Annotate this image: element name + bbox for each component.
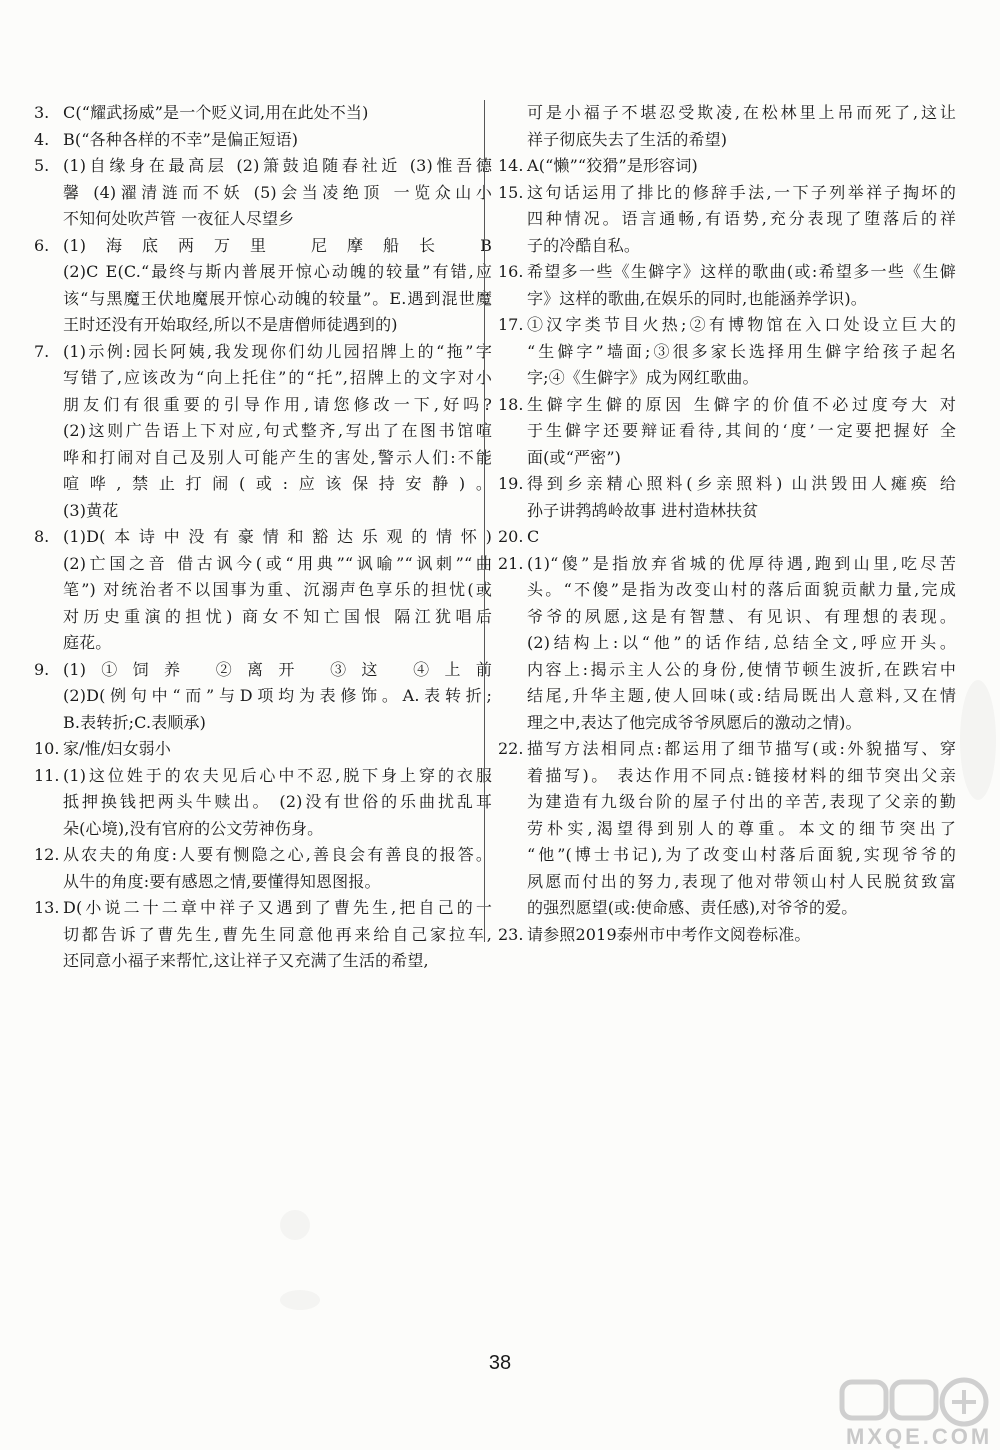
answer-text [527,392,956,472]
answer-line: 笔”) 对统治者不以国事为重、沉溺声色享乐的担忧(或 [63,580,492,599]
answer-item [498,312,956,392]
answer-line: 结尾,升华主题,使人回味(或:结局既出人意料,又在情 [527,686,956,705]
answer-text [527,259,956,312]
answer-text [527,471,956,524]
answer-text [527,312,956,392]
answer-item [498,736,956,922]
answer-text [527,153,956,180]
answer-line: (1)“傻”是指放弃省城的优厚待遇,跑到山里,吃尽苦 [527,553,956,573]
answer-line: 爷爷的夙愿,这是有智慧、有见识、有理想的表现。 [527,606,956,626]
answer-text [527,180,956,260]
answer-line: B.表转折;C.表顺承) [63,712,207,732]
answer-text [63,127,492,154]
answer-line: A(“懒”“狡猾”是形容词) [527,156,698,175]
answer-line: 得到乡亲精心照料(乡亲照料) 山洪毁田人瘫痪 给 [527,474,956,493]
answer-line: 写错了,应该改为“向上托住”的“托”,招牌上的文字对小 [63,368,492,387]
answer-number: 9. [34,659,50,679]
answer-item [498,471,956,524]
answer-item [498,180,956,260]
answer-line: (1)海底两万里 尼摩船长 B [63,235,492,255]
answer-line: C(“耀武扬威”是一个贬义词,用在此处不当) [63,103,369,122]
answer-line: 朵(心境),没有官府的公文劳神伤身。 [63,818,324,838]
answer-text [63,153,492,233]
answer-line: 于生僻字还要辩证看待,其间的‘度’一定要把握好 全 [527,421,956,440]
answer-text [63,233,492,339]
answer-item [498,524,956,551]
answer-number: 4. [34,129,50,149]
answer-text [527,736,956,922]
answer-number: 7. [34,341,50,361]
answer-line: (1)这位姓于的农夫见后心中不忍,脱下身上穿的衣服 [63,765,492,785]
answer-item [498,922,956,949]
answer-item [34,524,492,657]
answer-line: 生僻字生僻的原因 生僻字的价值不必过度夸大 对 [527,394,956,414]
answer-line: 家/惟/妇女弱小 [63,739,171,758]
answer-line: 劳朴实,渴望得到别人的尊重。本文的细节突出了 [527,818,956,838]
answer-item [498,153,956,180]
answer-line: 朋友们有很重要的引导作用,请您修改一下,好吗? [63,394,492,414]
answer-text [527,524,956,551]
answer-line: 内容上:揭示主人公的身份,使情节顿生波折,在跌宕中 [527,659,956,679]
scan-smudge [280,1290,320,1310]
answer-number: 22. [498,739,524,758]
answer-line: (2)亡国之音 借古讽今(或“用典”“讽喻”“讽刺”“曲 [63,553,492,573]
answer-number: 18. [498,394,524,414]
answer-line: (1)①饲养 ②离开 ③这 ④上前 [63,659,492,679]
answer-item [34,842,492,895]
answer-text [63,339,492,525]
answer-line: (2)C E(C.“最终与斯内普展开惊心动魄的较量”有错,应 [63,262,492,281]
answer-line: 对历史重演的担忧) 商女不知亡国恨 隔江犹唱后 [63,606,492,626]
answer-line: ①汉字类节目火热;②有博物馆在入口处设立巨大的 [527,315,956,334]
answer-line: (1)自缘身在最高层 (2)箫鼓追随春社近 (3)惟吾德 [63,156,492,175]
answer-item [34,895,492,975]
answer-text [527,551,956,737]
answer-text [63,524,492,657]
answer-line: D(小说二十二章中祥子又遇到了曹先生,把自己的一 [63,898,492,917]
answer-line: “他”(博士书记),为了改变山村落后面貌,实现爷爷的 [527,845,956,864]
answer-line: 夙愿而付出的努力,表现了他对带领山村人民脱贫致富 [527,871,956,891]
answer-item [34,657,492,737]
answer-number: 10. [34,739,60,758]
answer-item [498,551,956,737]
answer-item [34,100,492,127]
answer-item [34,736,492,763]
answer-text [63,842,492,895]
answer-number: 20. [498,527,524,546]
answer-line: 面(或“严密”) [527,447,622,467]
answer-line: 希望多一些《生僻字》这样的歌曲(或:希望多一些《生僻 [527,262,956,281]
answer-item [34,127,492,154]
answer-line: 描写方法相同点:都运用了细节描写(或:外貌描写、穿 [527,739,956,758]
answer-number: 14. [498,156,524,175]
answer-number: 17. [498,315,524,334]
answer-item [34,233,492,339]
answer-line: 不知何处吹芦管 一夜征人尽望乡 [63,209,295,228]
answer-number: 13. [34,898,60,917]
answer-item [34,339,492,525]
answer-line: 祥子彻底失去了生活的希望) [527,129,728,149]
answer-line: 的强烈愿望(或:使命感、责任感),对爷爷的爱。 [527,898,858,917]
answer-text [63,763,492,843]
scan-smudge [960,680,996,800]
answer-line: 该“与黑魔王伏地魔展开惊心动魄的较量”。E.遇到混世魔 [63,288,492,308]
right-answer-column [498,100,956,948]
answer-text [63,736,492,763]
answer-number: 21. [498,553,524,573]
answer-number: 5. [34,156,50,175]
right-answer-list [498,153,956,948]
answer-item [498,392,956,472]
answer-number: 15. [498,182,524,202]
answer-line: (2)D(例句中“而”与D项均为表修饰。A.表转折; [63,686,492,705]
answer-number: 16. [498,262,524,281]
answer-line: (3)黄花 [63,500,119,520]
page-number: 38 [488,1352,512,1374]
answer-line: 理之中,表达了他完成爷爷夙愿后的激动之情)。 [527,712,862,732]
answer-text [527,922,956,949]
answer-line: 可是小福子不堪忍受欺凌,在松林里上吊而死了,这让 [527,103,956,122]
answer-line: 喧哗,禁止打闹(或:应该保持安静)。 [63,474,492,493]
answer-text [63,895,492,975]
answer-line: 四种情况。语言通畅,有语势,充分表现了堕落后的祥 [527,209,956,228]
answer-number: 8. [34,527,50,546]
answer-line: 从农夫的角度:人要有恻隐之心,善良会有善良的报答。 [63,845,492,864]
answer-line: (2)结构上:以“他”的话作结,总结全文,呼应开头。 [527,633,956,652]
answer-line: 还同意小福子来帮忙,这让祥子又充满了生活的希望, [63,951,429,970]
answer-number: 12. [34,845,60,864]
answer-item [498,259,956,312]
answer-line: 字;④《生僻字》成为网红歌曲。 [527,368,759,387]
watermark-text: MXQE.COM [846,1424,993,1449]
answer-number: 11. [34,765,60,785]
answer-line: B(“各种各样的不幸”是偏正短语) [63,129,299,149]
answer-line: 请参照2019泰州市中考作文阅卷标准。 [527,924,811,944]
scan-smudge [280,1210,310,1240]
answer-item [34,153,492,233]
answer-line: 这句话运用了排比的修辞手法,一下子列举祥子掏坏的 [527,182,956,202]
answer-line: 着描写)。 表达作用不同点:链接材料的细节突出父亲 [527,765,956,785]
answer-line: 馨 (4)濯清涟而不妖 (5)会当凌绝顶 一览众山小 [63,182,492,202]
answer-line: 孙子讲鹁鸪岭故事 进村造林扶贫 [527,500,759,520]
answer-line: 头。“不傻”是指为改变山村的落后面貌贡献力量,完成 [527,580,956,599]
answer-line: (1)示例:园长阿姨,我发现你们幼儿园招牌上的“拖”字 [63,341,492,361]
answer-text [63,100,492,127]
answer-number: 6. [34,235,50,255]
left-answer-column [34,100,492,975]
answer-line: 王时还没有开始取经,所以不是唐僧师徒遇到的) [63,315,398,334]
answer-line: (2)这则广告语上下对应,句式整齐,写出了在图书馆喧 [63,421,492,440]
answer-line: (1)D(本诗中没有豪情和豁达乐观的情怀) [63,527,492,546]
answer-text [63,657,492,737]
answer-line: 字》这样的歌曲,在娱乐的同时,也能涵养学识)。 [527,288,867,308]
answer-number: 23. [498,924,524,944]
column-divider [484,100,485,942]
answer-line: 子的冷酷自私。 [527,235,641,255]
answer-number: 3. [34,103,50,122]
answer-line: C [527,527,540,546]
answer-line: 为建造有九级台阶的屋子付出的辛苦,表现了父亲的勤 [527,792,956,811]
answer-line: 切都告诉了曹先生,曹先生同意他再来给自己家拉车, [63,924,492,944]
continued-answer-13 [498,100,956,153]
answer-line: 从牛的角度:要有感恩之情,要懂得知恩图报。 [63,871,381,891]
answer-line: “生僻字”墙面;③很多家长选择用生僻字给孩子起名 [527,341,956,361]
answer-line: 哗和打闹对自己及别人可能产生的害处,警示人们:不能 [63,447,492,467]
answer-line: 抵押换钱把两头牛赎出。 (2)没有世俗的乐曲扰乱耳 [63,792,492,811]
answer-item [34,763,492,843]
answer-line: 庭花。 [63,633,112,652]
answer-number: 19. [498,474,524,493]
